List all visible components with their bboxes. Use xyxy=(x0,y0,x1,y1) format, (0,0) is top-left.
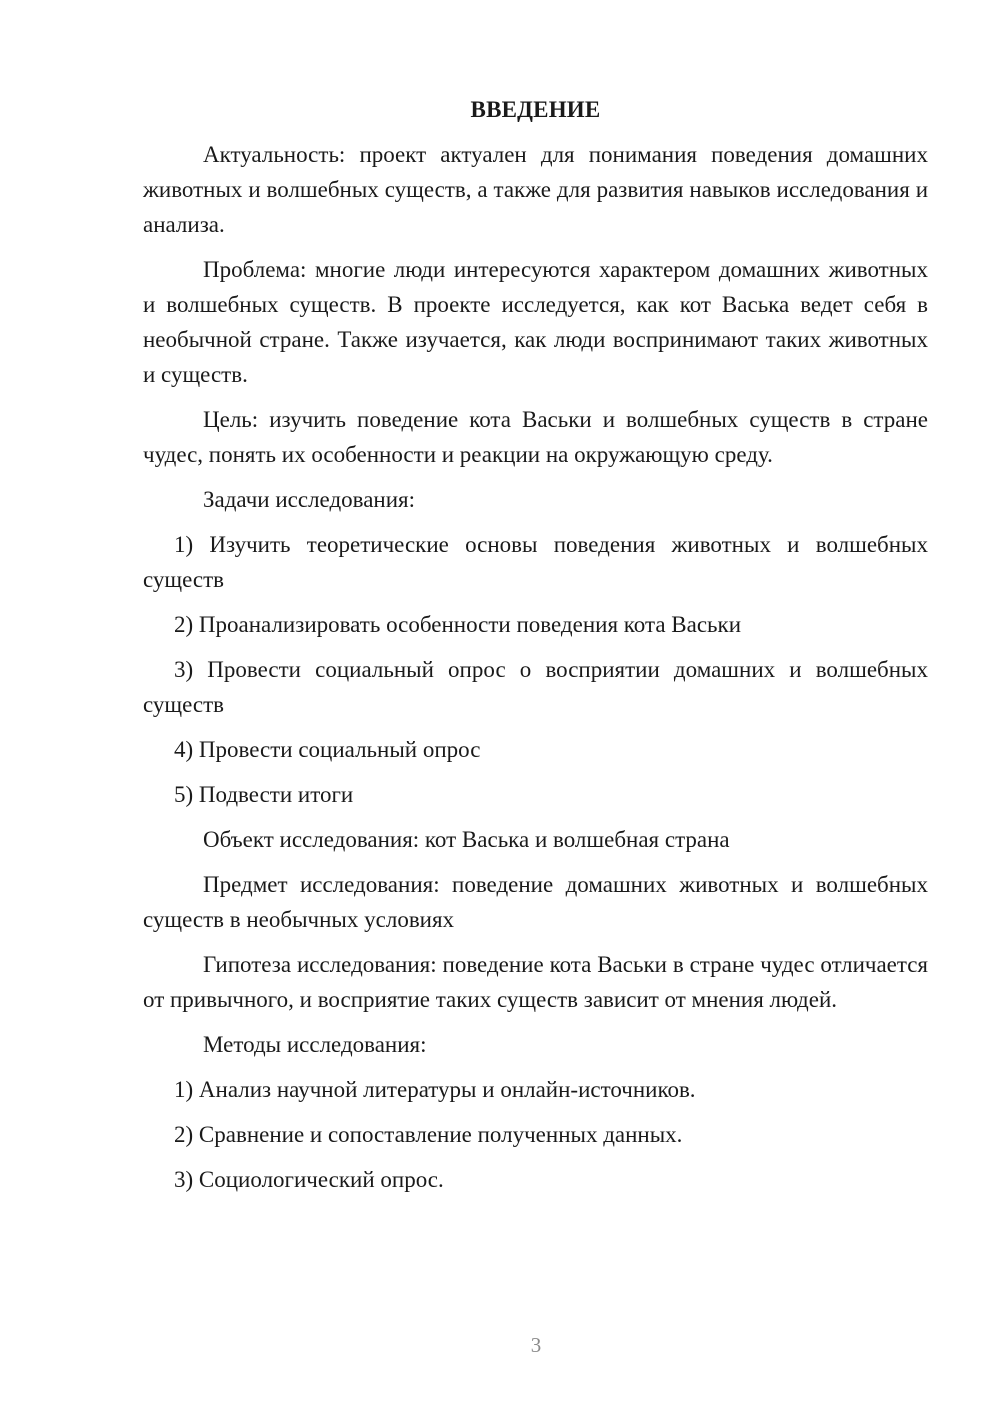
task-item-3: 3) Провести социальный опрос о восприятии домашних и волшебных существ xyxy=(143,657,928,717)
methods-heading: Методы исследования: xyxy=(203,1032,427,1057)
paragraph-problem: Проблема: многие люди интересуются характером домашних животных и волшебных существ. В проекте исследуется, как кот Васька ведет себя в необычной стране. Также изучается, как люди воспринимают таких животных и существ. xyxy=(143,257,928,387)
paragraph-subject: Предмет исследования: поведение домашних животных и волшебных существ в необычных условиях xyxy=(143,872,928,932)
tasks-heading: Задачи исследования: xyxy=(203,487,416,512)
method-item-2: 2) Сравнение и сопоставление полученных данных. xyxy=(174,1122,683,1147)
task-item-1: 1) Изучить теоретические основы поведения животных и волшебных существ xyxy=(143,532,928,592)
paragraph-hypothesis: Гипотеза исследования: поведение кота Васьки в стране чудес отличается от привычного, и восприятие таких существ зависит от мнения людей. xyxy=(143,952,928,1012)
paragraph-relevance: Актуальность: проект актуален для понимания поведения домашних животных и волшебных существ, а также для развития навыков исследования и анализа. xyxy=(143,142,928,237)
method-item-3: 3) Социологический опрос. xyxy=(174,1167,444,1192)
task-item-2: 2) Проанализировать особенности поведения кота Васьки xyxy=(174,612,742,637)
method-item-1: 1) Анализ научной литературы и онлайн-источников. xyxy=(174,1077,696,1102)
paragraph-goal: Цель: изучить поведение кота Васьки и волшебных существ в стране чудес, понять их особенности и реакции на окружающую среду. xyxy=(143,407,928,467)
page-title: ВВЕДЕНИЕ xyxy=(470,97,601,122)
page-number: 3 xyxy=(530,1333,542,1357)
paragraph-object: Объект исследования: кот Васька и волшебная страна xyxy=(203,827,730,852)
page-content xyxy=(143,92,928,1207)
task-item-4: 4) Провести социальный опрос xyxy=(174,737,481,762)
task-item-5: 5) Подвести итоги xyxy=(174,782,354,807)
